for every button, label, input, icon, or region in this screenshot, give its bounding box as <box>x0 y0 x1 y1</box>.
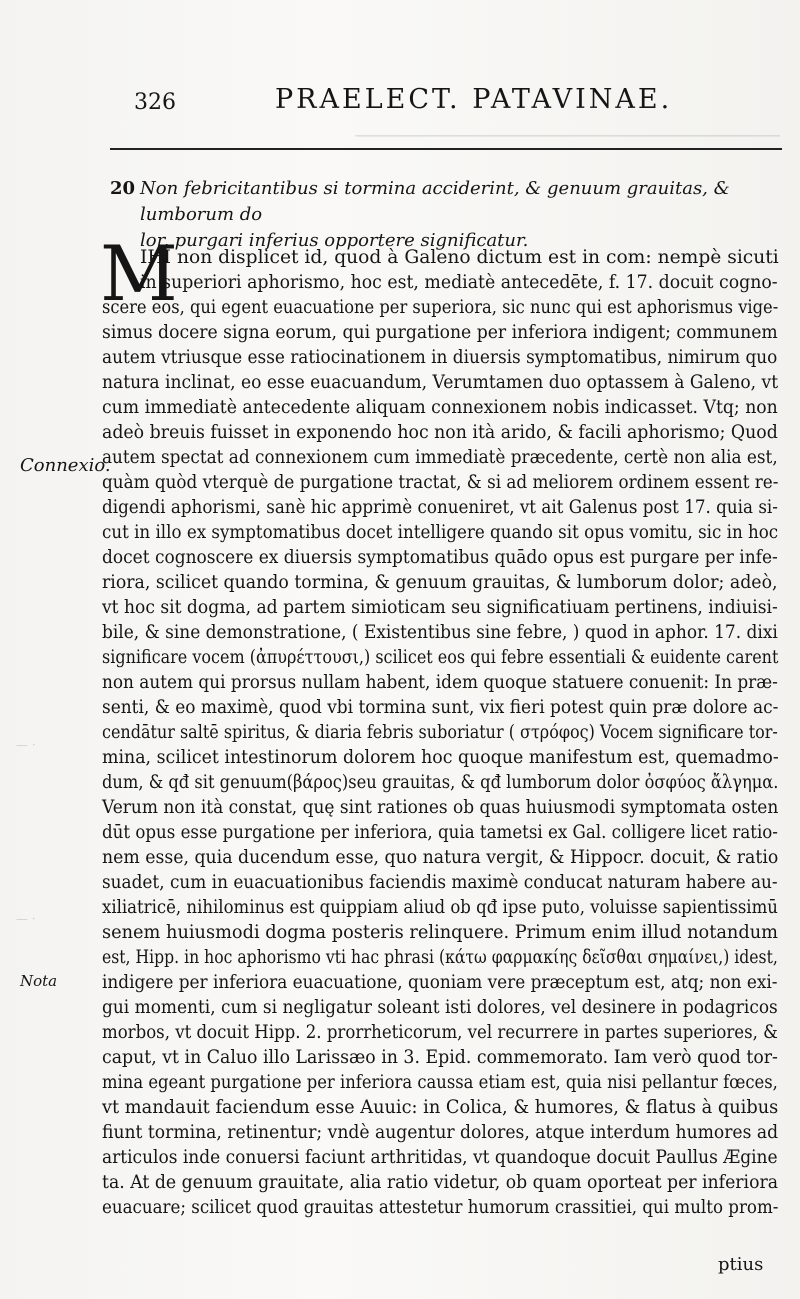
faint-margin-mark: — · <box>16 912 36 926</box>
body-line: adeò breuis fuisset in exponendo hoc non ità arido, & facili aphorismo; Quod <box>102 421 778 443</box>
aphorism-text <box>140 176 770 254</box>
body-line: euacuare; scilicet quod grauitas attestetur humorum crassitiei, qui multo prom- <box>102 1196 779 1218</box>
body-line: senti, & eo maximè, quod vbi tormina sunt, vix fieri potest quin præ dolore ac- <box>102 696 779 718</box>
body-line: caput, vt in Caluo illo Larissæo in 3. Epid. commemorato. Iam verò quod tor- <box>102 1046 778 1068</box>
margin-note-nota: Nota <box>20 972 58 990</box>
body-line: dūt opus esse purgatione per inferiora, quia tametsi ex Gal. colligere licet ratio- <box>102 821 778 843</box>
page-number: 326 <box>134 90 176 115</box>
body-line: senem huiusmodi dogma posteris relinquere. Primum enim illud notandum <box>102 921 778 943</box>
body-line: indigere per inferiora euacuatione, quoniam vere præceptum est, atq; non exi- <box>102 971 778 993</box>
body-line: mina egeant purgatione per inferiora caussa etiam est, quia nisi pellantur fœces, <box>102 1071 778 1093</box>
body-line: autem spectat ad connexionem cum immediatè præcedente, certè non alia est, <box>102 446 778 468</box>
body-line: nem esse, quia ducendum esse, quo natura vergit, & Hippocr. docuit, & ratio <box>102 846 779 868</box>
body-line: in superiori aphorismo, hoc est, mediatè antecedēte, f. 17. docuit cogno- <box>140 271 778 293</box>
body-line: fiunt tormina, retinentur; vndè augentur dolores, atque interdum humores ad <box>102 1121 779 1143</box>
body-line: quàm quòd vterquè de purgatione tractat, & si ad meliorem ordinem essent re- <box>102 471 779 493</box>
body-line: natura inclinat, eo esse euacuandum, Verumtamen duo optassem à Galeno, vt <box>102 371 779 393</box>
body-line: est, Hipp. in hoc aphorismo vti hac phrasi (κάτω φαρμακίης δεῖσθαι σημαίνει,) idest, <box>102 946 778 968</box>
body-line: riora, scilicet quando tormina, & genuum grauitas, & lumborum dolor; adeò, <box>102 571 778 593</box>
body-line: simus docere signa eorum, qui purgatione per inferiora indigent; communem <box>102 321 778 343</box>
aphorism-line: Non febricitantibus si tormina acciderint, & genuum grauitas, & lumborum do <box>140 178 730 225</box>
body-line: morbos, vt docuit Hipp. 2. prorrheticorum, vel recurrere in partes superiores, & <box>102 1021 778 1043</box>
running-head: PRAELECT. PATAVINAE. <box>275 84 673 115</box>
body-line: digendi aphorismi, sanè hic apprimè conueniret, vt ait Galenus post 17. quia si- <box>102 496 778 518</box>
aphorism-number: 20 <box>110 178 136 199</box>
body-line: ta. At de genuum grauitate, alia ratio videtur, ob quam oporteat per inferiora <box>102 1171 779 1193</box>
body-line: mina, scilicet intestinorum dolorem hoc quoque manifestum est, quemadmo- <box>102 746 779 768</box>
body-line: dum, & qđ sit genuum(βάρος)seu grauitas, & qđ lumborum dolor ὀσφύος ἄλγημα. <box>102 771 779 793</box>
body-line: IHI non displicet id, quod à Galeno dictum est in com: nempè sicuti <box>140 246 779 268</box>
body-line: articulos inde conuersi faciunt arthritidas, vt quandoque docuit Paullus Ægine <box>102 1146 778 1168</box>
margin-note-connexio: Connexio. <box>20 455 111 476</box>
body-line: non autem qui prorsus nullam habent, idem quoque statuere conuenit: In præ- <box>102 671 778 693</box>
aphorism-line: lor, purgari inferius opportere significatur. <box>140 230 529 251</box>
body-line: significare vocem (ἀπυρέττουσι,) scilicet eos qui febre essentiali & euidente carent <box>102 646 779 668</box>
body-line: vt mandauit faciendum esse Auuic: in Colica, & humores, & flatus à quibus <box>102 1096 779 1118</box>
faint-margin-mark: — · <box>16 738 36 752</box>
body-line: cum immediatè antecedente aliquam connexionem nobis indicasset. Vtq; non <box>102 396 778 418</box>
body-line: cendātur saltē spiritus, & diaria febris suboriatur ( στρόφος) Vocem significare tor- <box>102 721 778 743</box>
body-line: autem vtriusque esse ratiocinationem in diuersis symptomatibus, nimirum quo <box>102 346 778 368</box>
page-header <box>120 84 780 118</box>
body-line: bile, & sine demonstratione, ( Existentibus sine febre, ) quod in aphor. 17. dixi <box>102 621 778 643</box>
body-line: scere eos, qui egent euacuatione per superiora, sic nunc qui est aphorismus vige- <box>102 296 779 318</box>
body-line: suadet, cum in euacuationibus faciendis maximè conducat naturam habere au- <box>102 871 778 893</box>
body-line: Verum non ità constat, quę sint rationes ob quas huiusmodi symptomata osten <box>102 796 779 818</box>
header-rule <box>110 148 782 150</box>
body-line: docet cognoscere ex diuersis symptomatibus quādo opus est purgare per infe- <box>102 546 778 568</box>
body-line: cut in illo ex symptomatibus docet intelligere quando sit opus vomitu, sic in hoc <box>102 521 779 543</box>
drop-cap: M <box>100 229 178 318</box>
body-line: xiliatricē, nihilominus est quippiam aliud ob qđ ipse puto, voluisse sapientissimū <box>102 896 778 918</box>
bleed-through-text: ─────────────────────────────────────────────── <box>355 127 780 145</box>
catchword: ptius <box>718 1254 764 1275</box>
body-line: vt hoc sit dogma, ad partem simioticam seu significatiuam pertinens, indiuisi- <box>102 596 778 618</box>
body-line: gui momenti, cum si negligatur soleant isti dolores, vel desinere in podagricos <box>102 996 778 1018</box>
